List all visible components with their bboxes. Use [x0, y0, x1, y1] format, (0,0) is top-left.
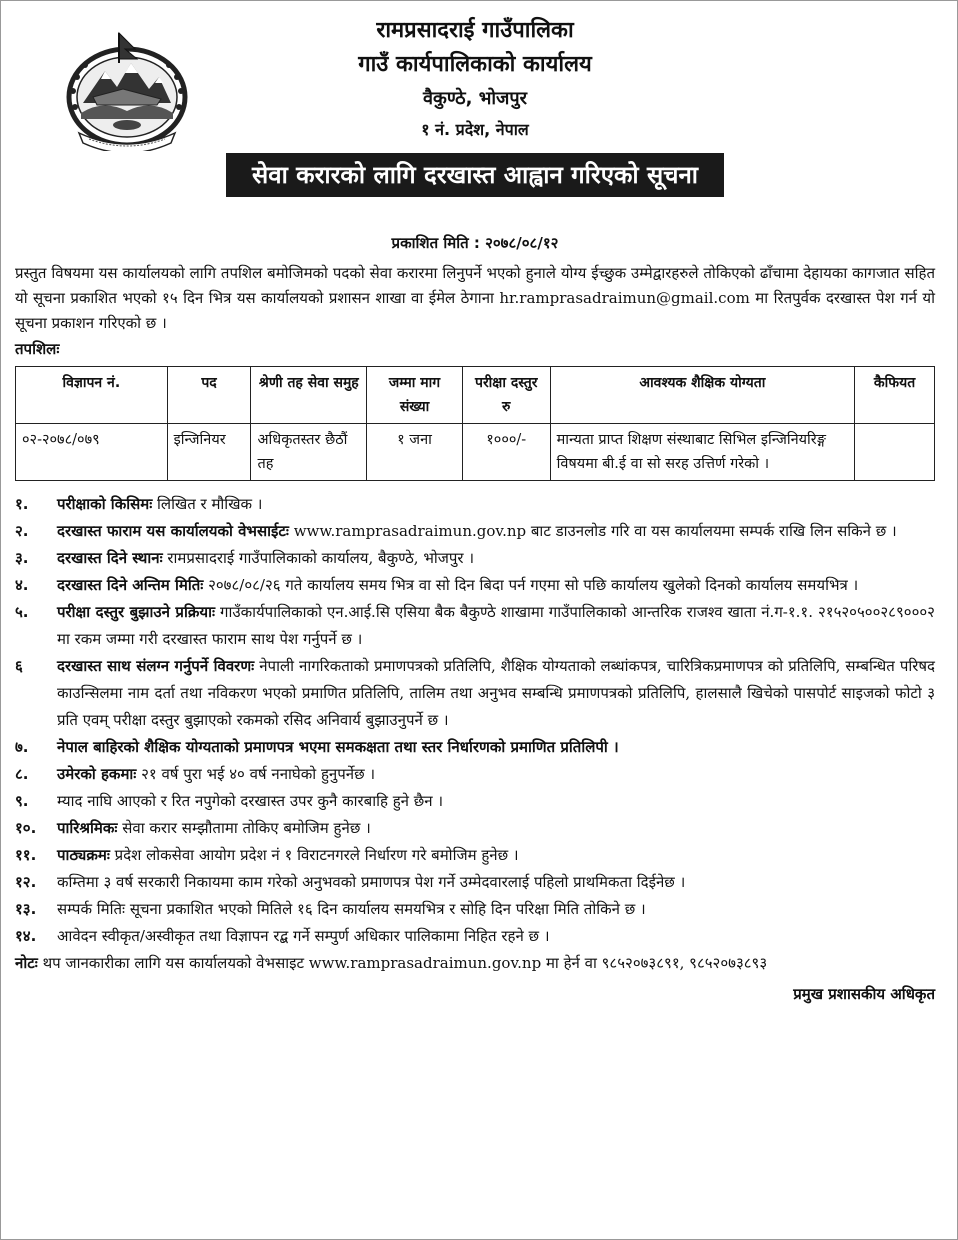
column-header: पद: [167, 366, 251, 423]
list-item: [15, 545, 935, 572]
item-number: १.: [15, 494, 29, 513]
item-number: ७.: [15, 737, 29, 756]
header: [15, 11, 935, 189]
list-item: [15, 653, 935, 734]
column-header: विज्ञापन नं.: [16, 366, 168, 423]
item-text: २१ वर्ष पुरा भई ४० वर्ष ननाघेको हुनुपर्नेछ ।: [136, 764, 376, 783]
item-label: परीक्षाको किसिमः: [57, 494, 153, 513]
table-cell: इन्जिनियर: [167, 423, 251, 480]
item-label: दरखास्त दिने अन्तिम मितिः: [57, 575, 204, 594]
item-number: १२.: [15, 872, 37, 891]
item-text: २०७८/०८/२६ गते कार्यालय समय भित्र वा सो दिन बिदा पर्न गएमा सो पछि कार्यालय खुलेको दिनको कार्यालय समयभित्र ।: [203, 575, 859, 594]
column-header: कैफियत: [855, 366, 935, 423]
item-text: आवेदन स्वीकृत/अस्वीकृत तथा विज्ञापन रद्ब गर्ने सम्पुर्ण अधिकार पालिकामा निहित रहने छ ।: [57, 926, 550, 945]
item-label: उमेरको हकमाः: [57, 764, 137, 783]
item-text: सम्पर्क मितिः सूचना प्रकाशित भएको मितिले १६ दिन कार्यालय समयभित्र र सोहि दिन परिक्षा मिति तोकिने छ ।: [57, 899, 646, 918]
item-number: ३.: [15, 548, 29, 567]
item-text: रामप्रसादराई गाउँपालिकाको कार्यालय, बैकुण्ठे, भोजपुर ।: [162, 548, 475, 567]
column-header: जम्मा माग संख्या: [367, 366, 463, 423]
list-item: [15, 761, 935, 788]
province-country: १ नं. प्रदेश, नेपाल: [421, 120, 529, 139]
item-text: प्रदेश लोकसेवा आयोग प्रदेश नं १ विराटनगरले निर्धारण गरे बमोजिम हुनेछ ।: [109, 845, 519, 864]
signatory-title: प्रमुख प्रशासकीय अधिकृत: [793, 984, 935, 1003]
table-row: [16, 423, 935, 480]
nepal-government-emblem-icon: [63, 29, 191, 151]
note-label: नोटः: [15, 953, 38, 972]
item-label: नेपाल बाहिरको शैक्षिक योग्यताको प्रमाणपत्र भएमा समकक्षता तथा स्तर निर्धारणको प्रमाणित प्रतिलिपी ।: [57, 737, 619, 756]
item-label: पाठ्यक्रमः: [57, 845, 110, 864]
item-number: ४.: [15, 575, 29, 594]
list-item: [15, 734, 935, 761]
item-number: ८.: [15, 764, 29, 783]
table-header-row: [16, 366, 935, 423]
item-number: ११.: [15, 845, 37, 864]
column-header: परीक्षा दस्तुर रु: [462, 366, 550, 423]
item-text: लिखित र मौखिक ।: [152, 494, 263, 513]
office-name: गाउँ कार्यपालिकाको कार्यालय: [358, 52, 592, 77]
note-text: थप जानकारीका लागि यस कार्यालयको वेभसाइट www.ramprasadraimun.gov.np मा हेर्न वा ९८५२०७३८९१, ९८५२०७३८९३: [37, 953, 768, 972]
item-number: ६: [15, 656, 23, 675]
table-cell: अधिकृतस्तर छैठौं तह: [251, 423, 367, 480]
list-item: [15, 896, 935, 923]
details-label: तपशिलः: [15, 340, 60, 359]
item-label: दरखास्त फाराम यस कार्यालयको वेभसाईटः: [57, 521, 289, 540]
item-text: नेपाली नागरिकताको प्रमाणपत्रको प्रतिलिपि, शैक्षिक योग्यताको लब्धांकपत्र, चारित्रिकप्रमाणपत्र को प्रतिलिपि, सम्बन्धित परिषद काउन्सिलमा नाम दर्ता तथा नविकरण भएको प्रमाणित प्रतिलिपि, तालिम तथा अनुभव सम्बन्धि प्रमाणपत्रको प्रतिलिपि, हालसालै खिचेको पासपोर्ट साइजको फोटो ३ प्रति एवम् परीक्षा दस्तुर बुझाएको रकमको रसिद अनिवार्य बुझाउनुपर्ने छ ।: [57, 656, 936, 729]
item-text: कम्तिमा ३ वर्ष सरकारी निकायमा काम गरेको अनुभवको प्रमाणपत्र पेश गर्ने उम्मेदवारलाई पहिलो प्राथमिकता दिईनेछ ।: [57, 872, 686, 891]
item-label: पारिश्रमिकः: [57, 818, 118, 837]
contact-note: [15, 950, 935, 977]
item-number: २.: [15, 521, 29, 540]
item-number: १३.: [15, 899, 37, 918]
vacancy-table: [15, 366, 935, 481]
list-item: [15, 518, 935, 545]
item-text: सेवा करार सम्झौतामा तोकिए बमोजिम हुनेछ ।: [117, 818, 371, 837]
item-number: १०.: [15, 818, 37, 837]
table-cell: [855, 423, 935, 480]
item-label: दरखास्त साथ संलग्न गर्नुपर्ने विवरणः: [57, 656, 255, 675]
item-text: www.ramprasadraimun.gov.np बाट डाउनलोड गरि वा यस कार्यालयमा सम्पर्क राखि लिन सकिने छ ।: [288, 521, 897, 540]
list-item: [15, 923, 935, 950]
table-cell: मान्यता प्राप्त शिक्षण संस्थाबाट सिभिल इन्जिनियरिङ्ग विषयमा बी.ई वा सो सरह उत्तिर्ण गरेको ।: [550, 423, 855, 480]
item-text: म्याद नाघि आएको र रित नपुगेको दरखास्त उपर कुनै कारबाहि हुने छैन ।: [57, 791, 444, 810]
item-number: ५.: [15, 602, 29, 621]
office-location: वैकुण्ठे, भोजपुर: [422, 88, 527, 109]
list-item: [15, 572, 935, 599]
list-item: [15, 599, 935, 653]
municipality-name: रामप्रसादराई गाउँपालिका: [376, 18, 574, 43]
item-text: गाउँकार्यपालिकाको एन.आई.सि एसिया बैक बैकुण्ठे शाखामा गाउँपालिकाको आन्तरिक राजश्व खाता नं.ग-१.१. २१५२०५००२८९०००२ मा रकम जम्मा गरी दरखास्त फाराम साथ पेश गर्नुपर्ने छ ।: [57, 602, 935, 648]
table-cell: ०२-२०७८/०७९: [16, 423, 168, 480]
notice-title: सेवा करारको लागि दरखास्त आह्वान गरिएको सूचना: [226, 153, 724, 197]
published-date: प्रकाशित मिति : २०७८/०८/१२: [391, 234, 559, 252]
title-banner-wrap: [15, 153, 935, 197]
list-item: [15, 788, 935, 815]
list-item: [15, 869, 935, 896]
table-cell: १०००/-: [462, 423, 550, 480]
list-item: [15, 842, 935, 869]
list-item: [15, 815, 935, 842]
column-header: श्रेणी तह सेवा समुह: [251, 366, 367, 423]
item-label: दरखास्त दिने स्थानः: [57, 548, 163, 567]
notice-items: [15, 491, 935, 950]
item-label: परीक्षा दस्तुर बुझाउने प्रक्रियाः: [57, 602, 215, 621]
list-item: [15, 491, 935, 518]
table-cell: १ जना: [367, 423, 463, 480]
item-number: ९.: [15, 791, 29, 810]
intro-paragraph: प्रस्तुत विषयमा यस कार्यालयको लागि तपशिल बमोजिमको पदको सेवा करारमा लिनुपर्ने भएको हुनाले योग्य ईच्छुक उम्मेद्वारहरुले तोकिएको ढाँचामा देहायका कागजात सहित यो सूचना प्रकाशित भएको १५ दिन भित्र यस कार्यालयको प्रशासन शाखा वा ईमेल ठेगाना hr.ramprasadraimun@gmail.com मा रितपुर्वक दरखास्त पेश गर्न यो सूचना प्रकाशन गरिएको छ ।: [15, 264, 935, 333]
item-number: १४.: [15, 926, 37, 945]
column-header: आवश्यक शैक्षिक योग्यता: [550, 366, 855, 423]
